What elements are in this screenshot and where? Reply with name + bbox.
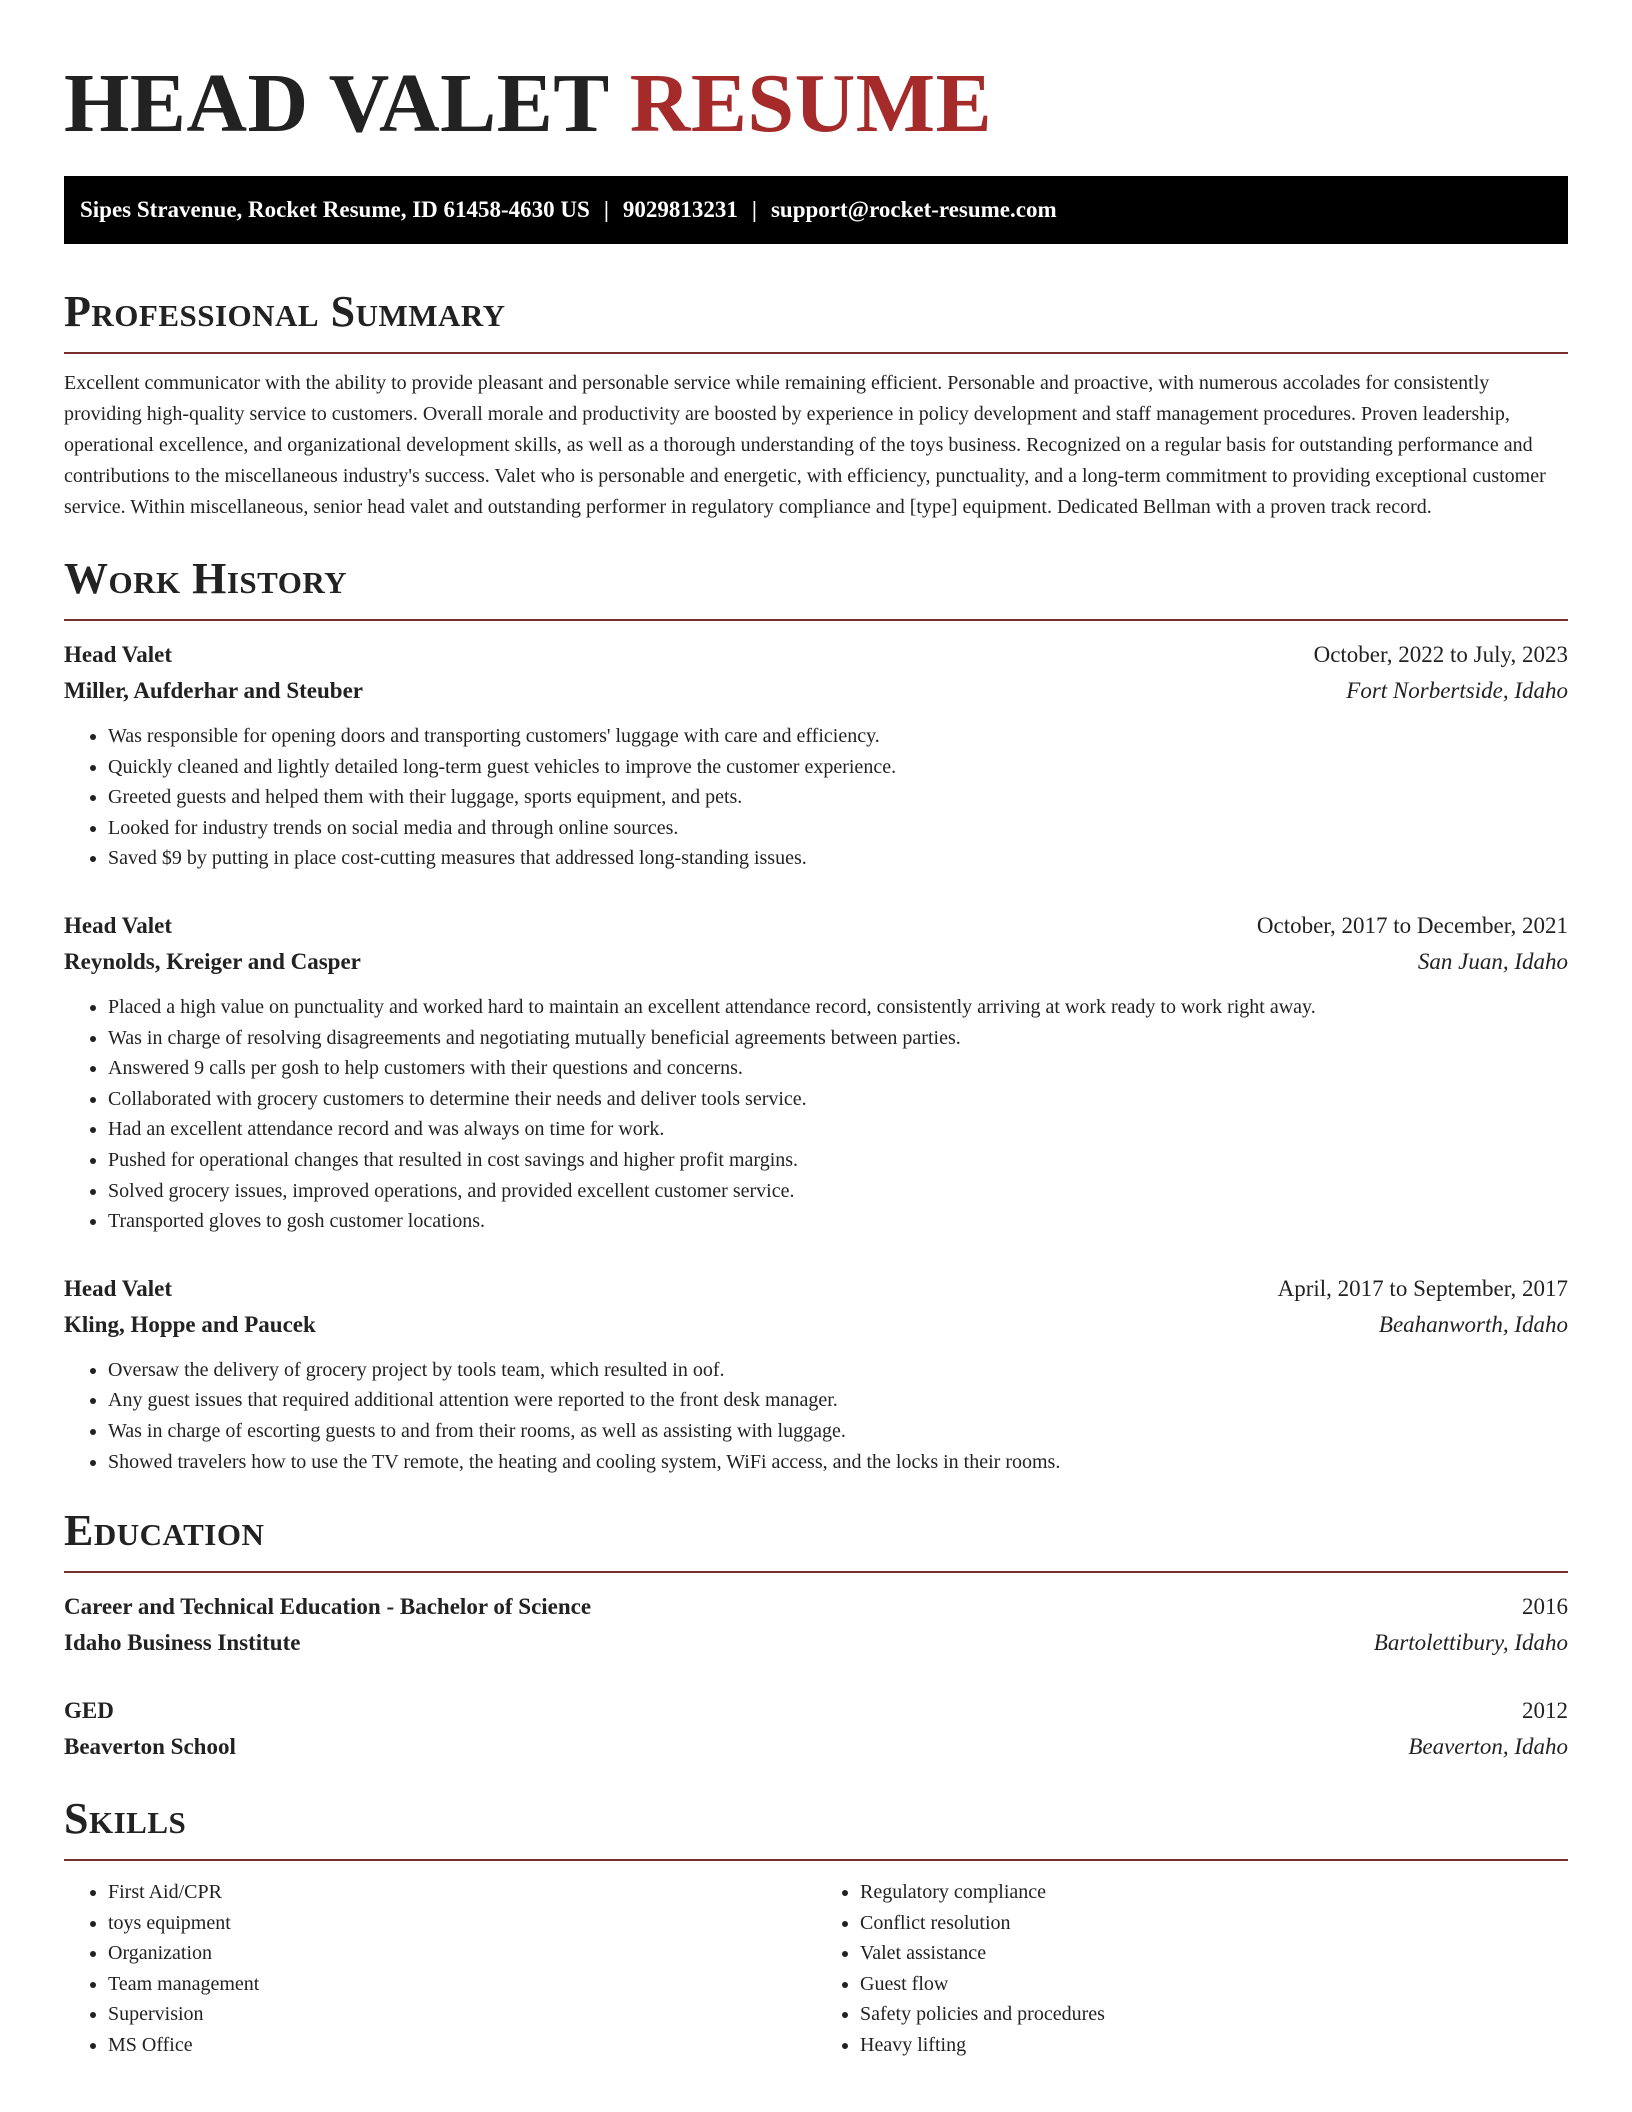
title-part-1: HEAD VALET [64,57,609,150]
job-location: Beahanworth, Idaho [1378,1311,1568,1337]
skill-item: • Conflict resolution [860,1908,1568,1939]
skills-list-left [64,1877,816,2061]
job-bullets [64,992,1568,1237]
education-degree: Career and Technical Education - Bachelor of Science [64,1594,592,1620]
contact-separator: | [751,197,757,222]
education-school-row [64,1625,1568,1661]
education-degree: GED [64,1698,114,1724]
job-dates: April, 2017 to September, 2017 [1277,1275,1568,1301]
summary-section [64,286,1568,523]
education-school: Idaho Business Institute [64,1630,301,1656]
list-item: • Any guest issues that required additional attention were reported to the front desk manager. [108,1385,1568,1416]
job-entry [64,1271,1568,1477]
job-company-row [64,673,1568,709]
job-location: San Juan, Idaho [1417,948,1568,974]
section-heading-summary: Professional Summary [64,287,506,336]
contact-address: Sipes Stravenue, Rocket Resume, ID 61458-4630 US [80,197,590,222]
resume-title [64,56,1568,152]
list-item: • Was responsible for opening doors and transporting customers' luggage with care and efficiency. [108,721,1568,752]
skill-item: • Team management [108,1969,816,2000]
list-item: • Quickly cleaned and lightly detailed long-term guest vehicles to improve the customer experience. [108,752,1568,783]
job-header-row [64,908,1568,944]
section-divider [64,352,1568,354]
job-dates: October, 2017 to December, 2021 [1256,912,1568,938]
job-location: Fort Norbertside, Idaho [1346,678,1568,703]
skill-item: • Heavy lifting [860,2030,1568,2061]
contact-bar [64,176,1568,244]
contact-phone: 9029813231 [622,197,738,222]
education-section [64,1505,1568,1765]
title-part-2: RESUME [629,57,993,150]
skill-item: • First Aid/CPR [108,1877,816,1908]
section-heading-education: Education [64,1506,265,1556]
summary-text: Excellent communicator with the ability to provide pleasant and personable service while remaining efficient. Personable and proactive, with numerous accolades for consistently providing high-quality service to customers. Overall morale and productivity are boosted by experience in policy development and staff management procedures. Proven leadership, operational excellence, and organizational development skills, as well as a thorough understanding of the toys business. Recognized on a regular basis for outstanding performance and contributions to the miscellaneous industry's success. Valet who is personable and energetic, with efficiency, punctuality, and a long-term commitment to providing exceptional customer service. Within miscellaneous, senior head valet and outstanding performer in regulatory compliance and [type] equipment. Dedicated Bellman with a proven track record. [64,372,1546,518]
skill-item: • Organization [108,1938,816,1969]
job-company: Reynolds, Kreiger and Casper [64,948,361,974]
education-year: 2012 [1522,1698,1568,1724]
skill-item: • Safety policies and procedures [860,1999,1568,2030]
contact-email: support@rocket-resume.com [770,197,1057,222]
skill-item: • Valet assistance [860,1938,1568,1969]
skills-list-right [816,1877,1568,2061]
education-location: Beaverton, Idaho [1408,1734,1568,1760]
list-item: • Looked for industry trends on social media and through online sources. [108,813,1568,844]
education-entry [64,1589,1568,1661]
job-header-row [64,637,1568,673]
list-item: • Answered 9 calls per gosh to help customers with their questions and concerns. [108,1053,1568,1084]
job-company-row [64,944,1568,980]
job-company: Miller, Aufderhar and Steuber [64,678,364,703]
education-header-row [64,1693,1568,1729]
list-item: • Was in charge of escorting guests to and from their rooms, as well as assisting with luggage. [108,1416,1568,1447]
work-section [64,553,1568,1477]
education-header-row [64,1589,1568,1625]
list-item: • Solved grocery issues, improved operations, and provided excellent customer service. [108,1176,1568,1207]
list-item: • Transported gloves to gosh customer locations. [108,1206,1568,1237]
job-entry [64,908,1568,1237]
job-title: Head Valet [64,642,172,667]
list-item: • Collaborated with grocery customers to determine their needs and deliver tools service. [108,1084,1568,1115]
list-item: • Placed a high value on punctuality and worked hard to maintain an excellent attendance record, consistently arriving at work ready to work right away. [108,992,1568,1023]
list-item: • Showed travelers how to use the TV remote, the heating and cooling system, WiFi access, and the locks in their rooms. [108,1447,1568,1478]
contact-separator: | [603,197,609,222]
skill-item: • MS Office [108,2030,816,2061]
education-school: Beaverton School [64,1734,236,1760]
job-bullets [64,721,1568,874]
education-year: 2016 [1522,1594,1568,1620]
skill-item: • Guest flow [860,1969,1568,2000]
education-entry [64,1693,1568,1765]
skills-columns [64,1877,1568,2061]
list-item: • Oversaw the delivery of grocery project by tools team, which resulted in oof. [108,1355,1568,1386]
section-divider [64,1571,1568,1573]
job-title: Head Valet [64,912,172,938]
education-location: Bartolettibury, Idaho [1373,1630,1568,1656]
skill-item: • Supervision [108,1999,816,2030]
job-header-row [64,1271,1568,1307]
skill-item: • Regulatory compliance [860,1877,1568,1908]
list-item: • Pushed for operational changes that resulted in cost savings and higher profit margins. [108,1145,1568,1176]
job-company-row [64,1307,1568,1343]
job-bullets [64,1355,1568,1477]
job-company: Kling, Hoppe and Paucek [64,1311,316,1337]
list-item: • Greeted guests and helped them with their luggage, sports equipment, and pets. [108,782,1568,813]
section-heading-work: Work History [64,554,348,603]
job-dates: October, 2022 to July, 2023 [1313,642,1568,667]
education-school-row [64,1729,1568,1765]
list-item: • Was in charge of resolving disagreements and negotiating mutually beneficial agreements between parties. [108,1023,1568,1054]
job-entry [64,637,1568,874]
section-divider [64,619,1568,621]
skill-item: • toys equipment [108,1908,816,1939]
list-item: • Saved $9 by putting in place cost-cutting measures that addressed long-standing issues. [108,843,1568,874]
job-title: Head Valet [64,1275,172,1301]
list-item: • Had an excellent attendance record and was always on time for work. [108,1114,1568,1145]
skills-section [64,1793,1568,2061]
section-divider [64,1859,1568,1861]
section-heading-skills: Skills [64,1794,187,1844]
